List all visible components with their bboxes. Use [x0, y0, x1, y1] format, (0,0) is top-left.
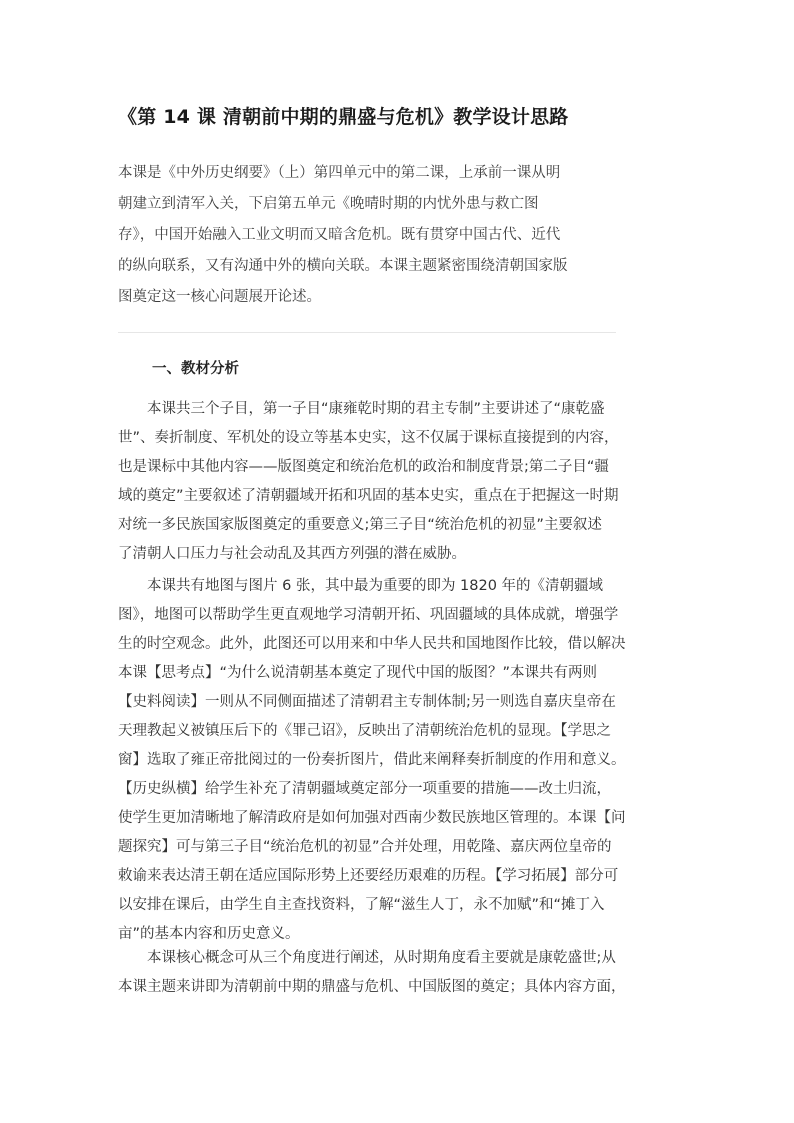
paragraph-line: 窗】选取了雍正帝批阅过的一份奏折图片，借此来阐释奏折制度的作用和意义。 — [118, 752, 626, 768]
section-heading-textbook-analysis: 一、教材分析 — [152, 361, 239, 377]
paragraph-line: 图》，地图可以帮助学生更直观地学习清朝开拓、巩固疆域的具体成就，增强学 — [118, 607, 619, 623]
body-paragraph-subsections — [118, 395, 678, 569]
body-paragraph-maps-and-materials — [118, 572, 678, 949]
intro-line: 朝建立到清军入关，下启第五单元《晚晴时期的内忧外患与救亡图 — [118, 196, 539, 212]
paragraph-line: 本课共三个子目，第一子目“康雍乾时期的君主专制”主要讲述了“康乾盛 — [118, 401, 605, 417]
paragraph-line: 以安排在课后，由学生自主查找资料，了解“滋生人丁，永不加赋”和“摊丁入 — [118, 897, 605, 913]
paragraph-line: 敕谕来表达清王朝在适应国际形势上还要经历艰难的历程。【学习拓展】部分可 — [118, 868, 619, 884]
paragraph-line: 生的时空观念。此外，此图还可以用来和中华人民共和国地图作比较，借以解决 — [118, 636, 626, 652]
intro-line: 图奠定这一核心问题展开论述。 — [118, 289, 321, 305]
paragraph-line: 也是课标中其他内容——版图奠定和统治危机的政治和制度背景;第二子目“疆 — [118, 459, 609, 475]
paragraph-line: 本课【思考点】“为什么说清朝基本奠定了现代中国的版图？”本课共有两则 — [118, 665, 598, 681]
paragraph-line: 本课主题来讲即为清朝前中期的鼎盛与危机、中国版图的奠定；具体内容方面， — [118, 979, 626, 995]
intro-line: 存》，中国开始融入工业文明而又暗含危机。既有贯穿中国古代、近代 — [118, 227, 561, 243]
intro-paragraph — [118, 158, 616, 313]
section-divider — [118, 332, 616, 333]
paragraph-line: 题探究】可与第三子目“统治危机的初显”合并处理，用乾隆、嘉庆两位皇帝的 — [118, 839, 612, 855]
intro-line: 本课是《中外历史纲要》（上）第四单元中的第二课，上承前一课从明 — [118, 165, 561, 181]
paragraph-line: 使学生更加清晰地了解清政府是如何加强对西南少数民族地区管理的。本课【问 — [118, 810, 626, 826]
paragraph-line: 亩”的基本内容和历史意义。 — [118, 926, 300, 942]
paragraph-line: 了清朝人口压力与社会动乱及其西方列强的潜在威胁。 — [118, 546, 466, 562]
paragraph-line: 本课共有地图与图片 6 张，其中最为重要的即为 1820 年的《清朝疆域 — [118, 578, 604, 594]
paragraph-line: 【史料阅读】一则从不同侧面描述了清朝君主专制体制;另一则选自嘉庆皇帝在 — [118, 694, 616, 710]
document-title: 《第 14 课 清朝前中期的鼎盛与危机》教学设计思路 — [118, 106, 569, 128]
body-paragraph-core-concepts — [118, 944, 678, 1002]
paragraph-line: 本课核心概念可从三个角度进行阐述，从时期角度看主要就是康乾盛世;从 — [118, 950, 616, 966]
intro-line: 的纵向联系，又有沟通中外的横向关联。本课主题紧密围绕清朝国家版 — [118, 258, 568, 274]
paragraph-line: 对统一多民族国家版图奠定的重要意义;第三子目“统治危机的初显”主要叙述 — [118, 517, 602, 533]
paragraph-line: 天理教起义被镇压后下的《罪己诏》，反映出了清朝统治危机的显现。【学思之 — [118, 723, 611, 739]
paragraph-line: 【历史纵横】给学生补充了清朝疆域奠定部分一项重要的措施——改土归流， — [118, 781, 611, 797]
paragraph-line: 世”、奏折制度、军机处的设立等基本史实，这不仅属于课标直接提到的内容， — [118, 430, 619, 446]
paragraph-line: 域的奠定”主要叙述了清朝疆域开拓和巩固的基本史实，重点在于把握这一时期 — [118, 488, 619, 504]
